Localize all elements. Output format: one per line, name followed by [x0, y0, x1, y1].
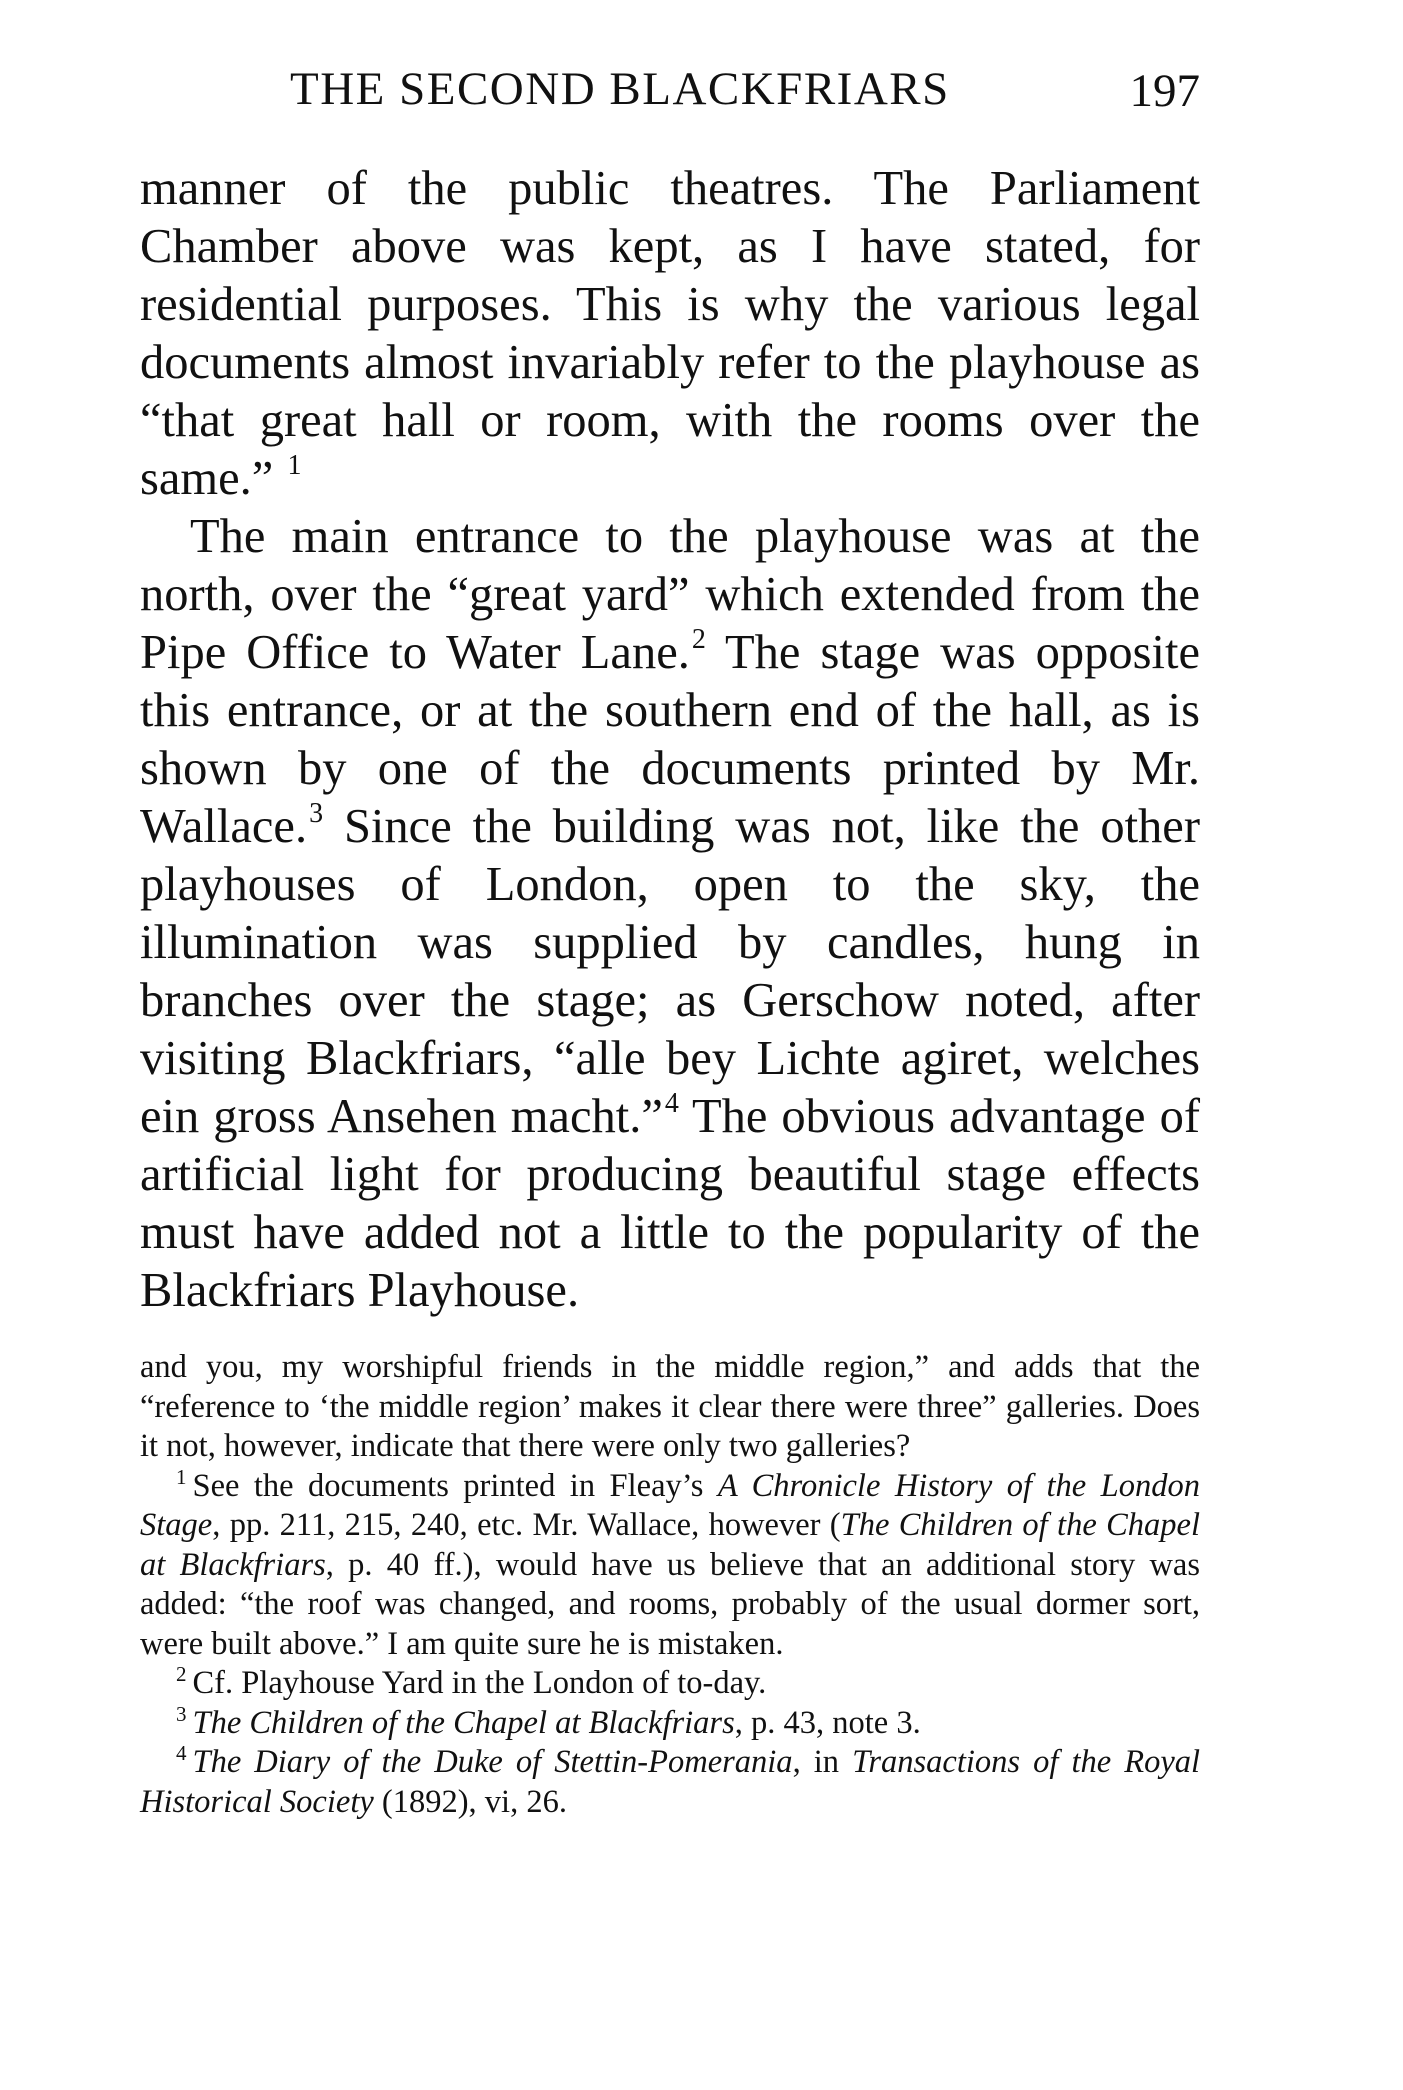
- main-text: [140, 160, 1200, 1320]
- running-title: THE SECOND BLACKFRIARS: [290, 63, 950, 115]
- footnote-ref-3: 3: [309, 798, 324, 829]
- footnote-4-title-2: Transactions of the Royal Historical Society: [140, 1744, 1201, 1820]
- footnote-1-title-2: The Children of the Chapel at Blackfriars: [140, 1507, 1200, 1583]
- footnote-4-text-mid: , in: [792, 1744, 853, 1780]
- footnote-2-text: Cf. Playhouse Yard in the London of to-day.: [192, 1665, 767, 1701]
- paragraph-2: [140, 508, 1200, 1320]
- footnote-ref-2: 2: [691, 624, 706, 655]
- footnote-4-number: 4: [176, 1741, 187, 1765]
- footnote-ref-4: 4: [664, 1088, 679, 1119]
- footnote-4-title-1: The Diary of the Duke of Stettin-Pomerania: [192, 1744, 793, 1780]
- paragraph-2-part-1: The main entrance to the playhouse was at the north, over the “great yard” which extended from the Pipe Office to Water Lane.: [140, 510, 1200, 679]
- footnote-1-text-a: See the documents printed in Fleay’s: [192, 1467, 718, 1504]
- paragraph-2-part-4: The obvious advantage of artificial light for producing beautiful stage effects must have added not a little to the popularity of the Blackfriars Playhouse.: [140, 1090, 1200, 1317]
- paragraph-2-part-3: Since the building was not, like the other playhouses of London, open to the sky, the illumination was supplied by candles, hung in branches over the stage; as Gerschow noted, after visiting Blackfriars, “alle bey Lichte agiret, welches ein gross Ansehen macht.”: [140, 800, 1200, 1143]
- footnote-2: [140, 1664, 1200, 1704]
- footnotes: [140, 1348, 1200, 1822]
- footnote-1-number: 1: [176, 1464, 187, 1489]
- footnote-4: [140, 1743, 1200, 1822]
- page-header: [140, 62, 1200, 132]
- footnote-3-number: 3: [176, 1701, 187, 1726]
- footnote-3-text: , p. 43, note 3.: [734, 1704, 921, 1741]
- footnote-1: [140, 1464, 1201, 1665]
- footnote-2-number: 2: [176, 1662, 187, 1686]
- paragraph-2-part-2: The stage was opposite this entrance, or at the southern end of the hall, as is shown by one of the documents printed by Mr. Wallace.: [140, 626, 1200, 853]
- footnote-3-title: The Children of the Chapel at Blackfriars: [192, 1704, 735, 1741]
- footnote-ref-1: 1: [287, 450, 302, 481]
- footnote-3: [140, 1701, 1200, 1744]
- footnote-continuation: and you, my worshipful friends in the middle region,” and adds that the “reference to ‘the middle region’ makes it clear there were three” galleries. Does it not, however, indicate that there were only two galleries?: [140, 1349, 1200, 1464]
- paragraph-1: [140, 160, 1200, 508]
- footnote-1-text-c: , p. 40 ff.), would have us believe that an additional story was added: “the roof was changed, and rooms, probably of the usual dormer sort, were built above.” I am quite sure he is mistaken.: [140, 1546, 1201, 1662]
- footnote-1-title-1: A Chronicle History of the London Stage: [140, 1467, 1200, 1543]
- page-number: 197: [1129, 65, 1200, 117]
- footnote-1-text-b: , pp. 211, 215, 240, etc. Mr. Wallace, however (: [212, 1507, 841, 1543]
- footnote-4-text: (1892), vi, 26.: [373, 1783, 567, 1820]
- paragraph-1-text: manner of the public theatres. The Parliament Chamber above was kept, as I have stated, for residential purposes. This is why the various legal documents almost invariably refer to the playhouse as “that great hall or room, with the rooms over the same.”: [140, 162, 1200, 505]
